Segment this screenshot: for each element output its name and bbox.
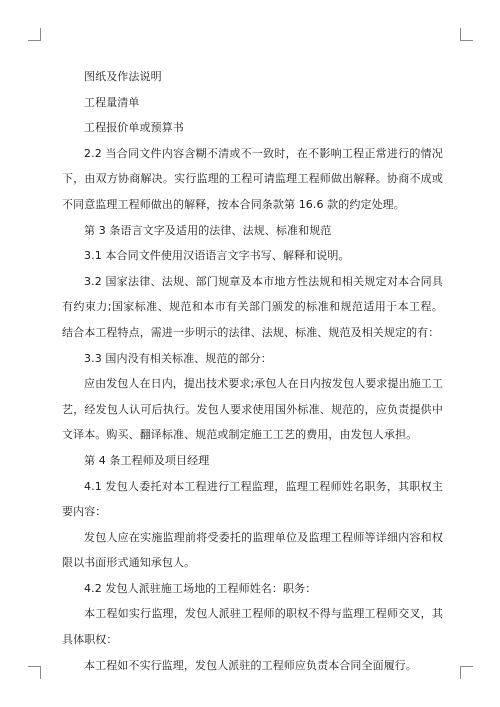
- paragraph-clause-3-3: 3.3 国内没有相关标准、规范的部分：: [84, 351, 272, 365]
- paragraph-clause-4-2: 4.2 发包人派驻施工场地的工程师姓名：职务：: [84, 581, 317, 595]
- crop-mark-top-left: [28, 28, 41, 41]
- heading-article-4: 第 4 条工程师及项目经理: [84, 453, 210, 467]
- paragraph-clause-3-2: 3.2 国家法律、法规、部门规章及本市地方性法规和相关规定对本合同具有约束力;国家标准、规范和本市有关部门颁发的标准和规范适用于本工程。结合本工程特点，需进一步明示的法律、法规、标准、规范及相关规定的有：: [62, 274, 443, 339]
- paragraph-quotation: 工程报价单或预算书: [84, 121, 184, 135]
- paragraph-clause-2-2: 2.2 当合同文件内容含糊不清或不一致时，在不影响工程正常进行的情况下，由双方协商解决。实行监理的工程可请监理工程师做出解释。协商不成或不同意监理工程师做出的解释，按本合同条款第 16.6 款的约定处理。: [62, 146, 443, 211]
- paragraph-drawings: 图纸及作法说明: [84, 70, 162, 83]
- paragraph-clause-4-2-supervision: 本工程如实行监理，发包人派驻工程师的职权不得与监理工程师交叉，其具体职权：: [62, 607, 443, 647]
- paragraph-clause-4-1: 4.1 发包人委托对本工程进行工程监理，监理工程师姓名职务，其职权主要内容：: [62, 479, 443, 519]
- paragraph-clause-4-1-detail: 发包人应在实施监理前将受委托的监理单位及监理工程师等详细内容和权限以书面形式通知承包人。: [62, 530, 443, 570]
- paragraph-clause-3-3-detail: 应由发包人在日内，提出技术要求;承包人在日内按发包人要求提出施工工艺，经发包人认可后执行。发包人要求使用国外标准、规范的，应负责提供中文译本。购买、翻译标准、规范或制定施工工艺的费用，由发包人承担。: [62, 377, 444, 442]
- crop-mark-top-right: [460, 28, 473, 41]
- heading-article-3: 第 3 条语言文字及适用的法律、法规、标准和规范: [84, 223, 332, 237]
- paragraph-clause-4-2-no-supervision: 本工程如不实行监理，发包人派驻的工程师应负责本合同全面履行。: [84, 658, 417, 672]
- crop-mark-bottom-right: [460, 666, 473, 679]
- crop-mark-bottom-left: [28, 666, 41, 679]
- paragraph-bill-of-quantities: 工程量清单: [84, 95, 140, 109]
- document-body: [62, 64, 443, 678]
- paragraph-clause-3-1: 3.1 本合同文件使用汉语语言文字书写、解释和说明。: [84, 249, 350, 263]
